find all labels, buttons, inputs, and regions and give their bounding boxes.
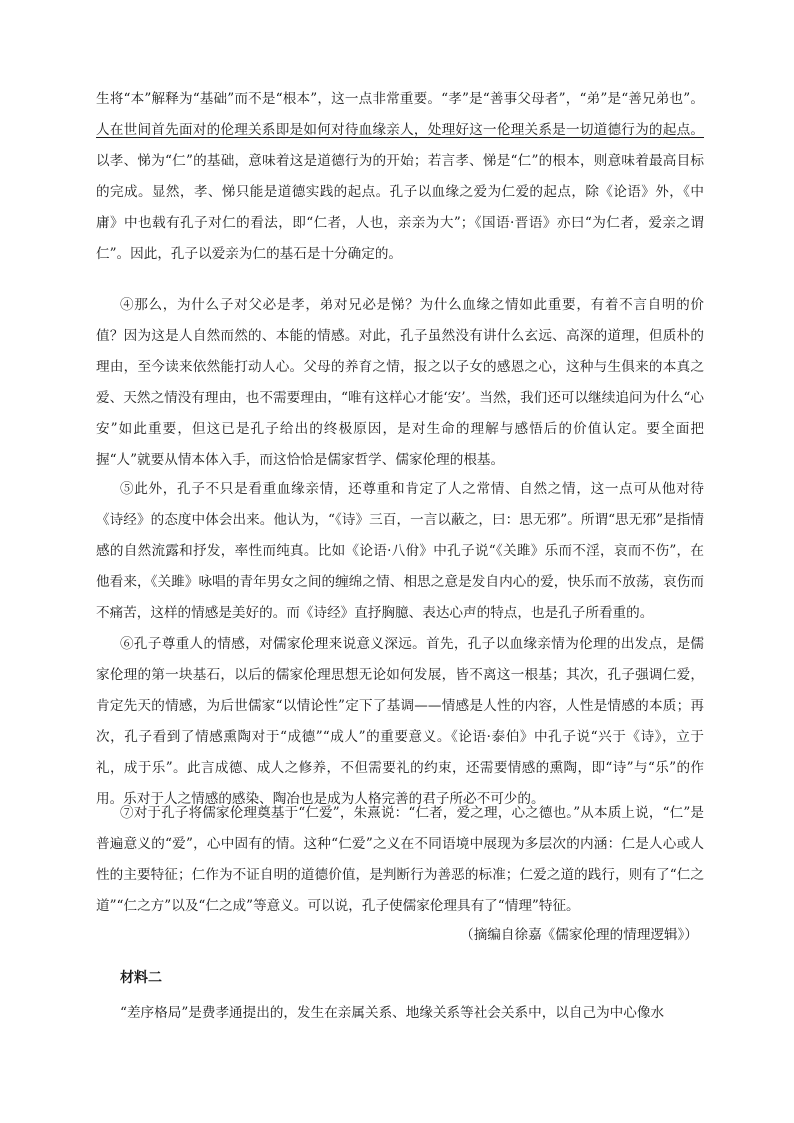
paragraph-4: ④那么，为什么子对父必是孝，弟对兄必是悌？为什么血缘之情如此重要，有着不言自明的价值？因为这是人自然而然的、本能的情感。对此，孔子虽然没有讲什么玄远、高深的道理，但质朴的理由，至今读来依然能打动人心。父母的养育之情，报之以子女的感恩之心，这种与生俱来的本真之爱、天然之情没有理由，也不需要理由，“唯有这样心才能‘安’。当然，我们还可以继续追问为什么“心安”如此重要，但这已是孔子给出的终极原因，是对生命的理解与感悟后的价值认定。要全面把握“人”就要从情本体入手，而这恰恰是儒家哲学、儒家伦理的根基。 <box>96 297 704 468</box>
paragraph-3-opening: 生将“本”解释为“基础”而不是“根本”，这一点非常重要。“孝”是“善事父母者”，“弟”是“善兄弟也”。 <box>96 91 704 107</box>
paragraph-7: ⑦对于孔子将儒家伦理奠基于“仁爱”，朱熹说：“仁者，爱之理，心之德也。”从本质上说，“仁”是普遍意义的“爱”，心中固有的情。这种“仁爱”之义在不同语境中展现为多层次的内涵：仁是人心或人性的主要特征；仁作为不证自明的道德价值，是判断行为善恶的标准；仁爱之道的践行，则有了“仁之道”“仁之方”以及“仁之成”等意义。可以说，孔子使儒家伦理具有了“情理”特征。 <box>96 805 704 914</box>
material-2-first-line: “差序格局”是费孝通提出的，发生在亲属关系、地缘关系等社会关系中，以自己为中心像水 <box>120 1005 665 1021</box>
underlined-sentence: 人在世间首先面对的伦理关系即是如何对待血缘亲人，处理好这一伦理关系是一切道德行为的起点。 <box>96 122 704 138</box>
source-citation: （摘编自徐嘉《儒家伦理的情理逻辑》） <box>460 927 698 943</box>
paragraph-3-continued <box>96 84 704 270</box>
paragraph-5: ⑤此外，孔子不只是看重血缘亲情，还尊重和肯定了人之常情、自然之情，这一点可从他对待《诗经》的态度中体会出来。他认为，“《诗》三百，一言以蔽之，曰：思无邪”。所谓“思无邪”是指情感的自然流露和抒发，率性而纯真。比如《论语·八佾》中孔子说“《关雎》乐而不淫，哀而不伤”，在他看来，《关雎》咏唱的青年男女之间的缠绵之情、相思之意是发自内心的爱，快乐而不放荡，哀伤而不痛苦，这样的情感是美好的。而《诗经》直抒胸臆、表达心声的特点，也是孔子所看重的。 <box>96 481 704 621</box>
material-2-heading: 材料二 <box>120 970 162 986</box>
paragraph-3-rest: 以孝、悌为“仁”的基础，意味着这是道德行为的开始；若言孝、悌是“仁”的根本，则意味着最高目标的完成。显然，孝、悌只能是道德实践的起点。孔子以血缘之爱为仁爱的起点，除《论语》外，《中庸》中也载有孔子对仁的看法，即“仁者，人也，亲亲为大”；《国语·晋语》亦曰“为仁者，爱亲之谓仁”。因此，孔子以爱亲为仁的基石是十分确定的。 <box>96 153 704 262</box>
paragraph-6: ⑥孔子尊重人的情感，对儒家伦理来说意义深远。首先，孔子以血缘亲情为伦理的出发点，是儒家伦理的第一块基石，以后的儒家伦理思想无论如何发展，皆不离这一根基；其次，孔子强调仁爱，肯定先天的情感，为后世儒家“以情论性”定下了基调——情感是人性的内容，人性是情感的本质；再次，孔子看到了情感熏陶对于“成德”“成人”的重要意义。《论语·泰伯》中孔子说“兴于《诗》，立于礼，成于乐”。此言成德、成人之修养，不但需要礼的约束，还需要情感的熏陶，即“诗”与“乐”的作用。乐对于人之情感的感染、陶冶也是成为人格完善的君子所必不可少的。 <box>96 636 704 807</box>
